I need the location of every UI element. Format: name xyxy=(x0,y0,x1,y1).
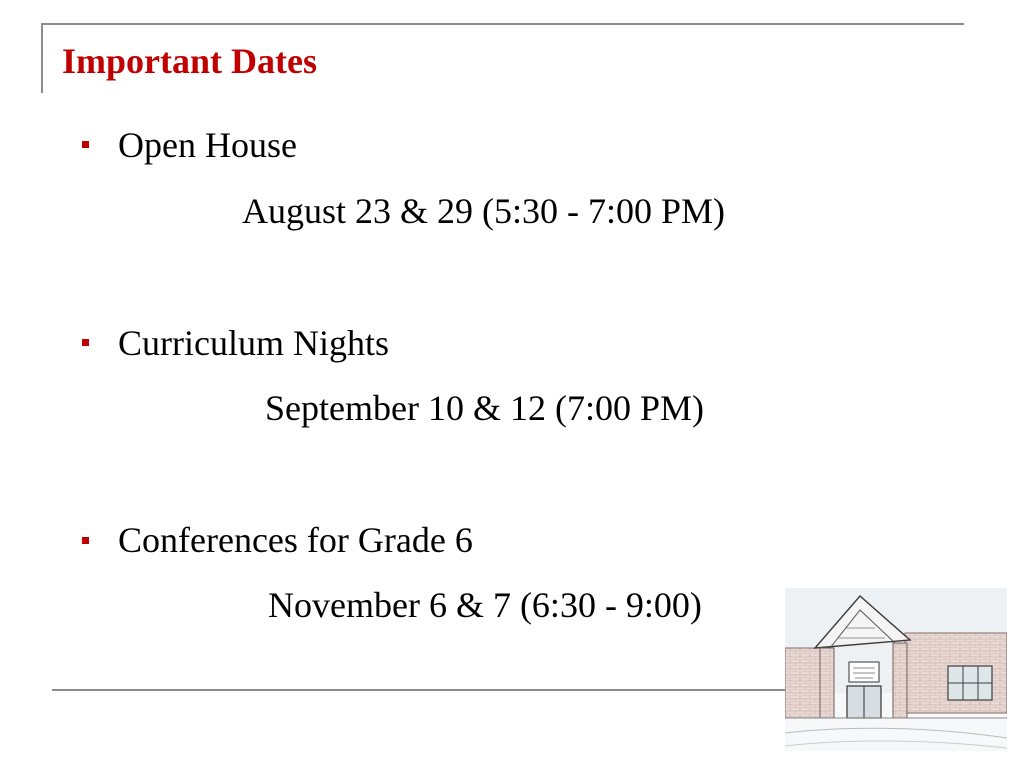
building-sketch-icon xyxy=(785,588,1007,751)
item-label: Open House xyxy=(118,125,297,165)
bullet-icon xyxy=(82,141,89,148)
item-label: Curriculum Nights xyxy=(118,323,389,363)
slide-title: Important Dates xyxy=(62,41,317,81)
item-detail: August 23 & 29 (5:30 - 7:00 PM) xyxy=(242,191,726,231)
bullet-icon xyxy=(82,339,89,346)
item-detail: November 6 & 7 (6:30 - 9:00) xyxy=(268,585,702,625)
bullet-icon xyxy=(82,537,89,544)
item-label: Conferences for Grade 6 xyxy=(118,520,473,560)
top-rule xyxy=(41,23,964,25)
left-rule xyxy=(41,23,43,93)
school-building-image xyxy=(785,588,1007,751)
item-detail: September 10 & 12 (7:00 PM) xyxy=(265,388,704,428)
bottom-rule xyxy=(52,689,787,691)
